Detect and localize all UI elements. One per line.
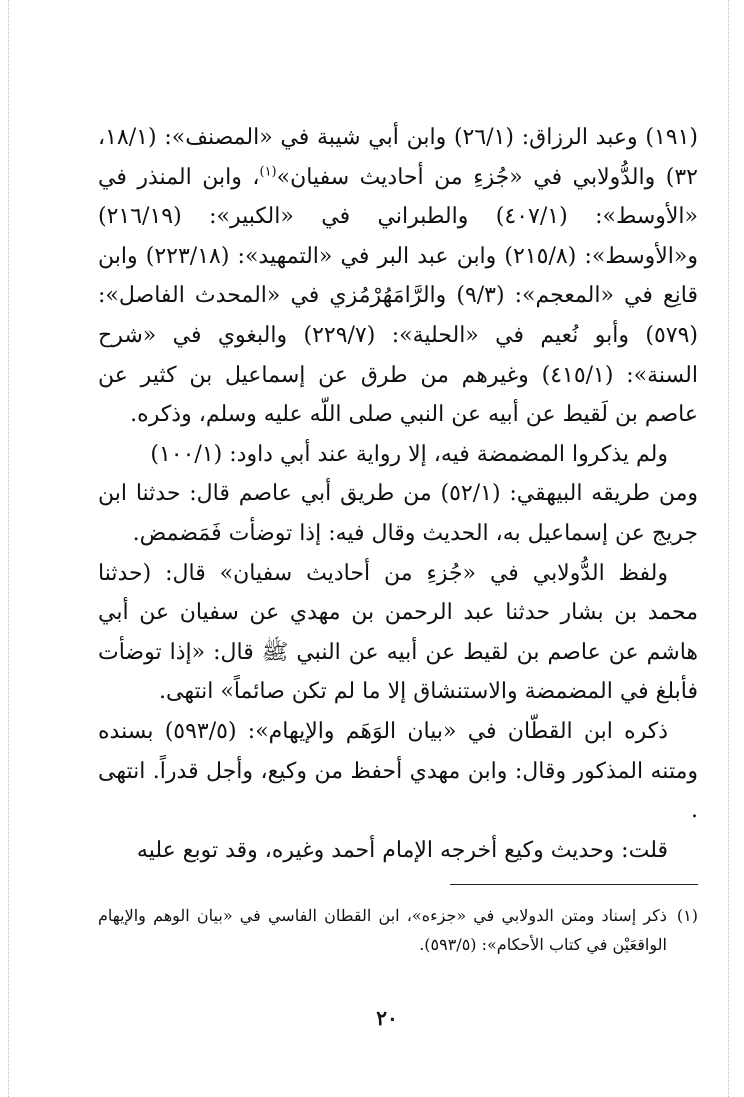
paragraph-4: ولفظ الدُّولابي في «جُزءِ من أحاديث سفيان» قال: (حدثنا محمد بن بشار حدثنا عبد الرحمن بن مهدي عن سفيان عن أبي هاشم عن عاصم بن لقيط عن أبيه عن النبي ﷺ قال: «إذا توضأت فأبلغ في المضمضة والاستنشاق إلا ما لم تكن صائماً» انتهى. (98, 560, 698, 705)
paragraph-2: ولم يذكروا المضمضة فيه، إلا رواية عند أبي داود: (١٠٠/١) (150, 441, 668, 467)
scan-edge-left (8, 0, 9, 1097)
footnote-divider (450, 884, 698, 885)
footnote-reference: (١) (259, 164, 277, 180)
footnote-text: ذكر إسناد ومتن الدولابي في «جزءه»، ابن القطان الفاسي في «بيان الوهم والإيهام الواقعَيْن في كتاب الأحكام»: (٥٩٣/٥). (98, 906, 667, 955)
page-number: ٢٠ (376, 1006, 398, 1030)
paragraph-5: ذكره ابن القطّان في «بيان الوَهَم والإيهام»: (٥٩٣/٥) بسنده ومتنه المذكور وقال: وابن مهدي أحفظ من وكيع، وأجل قدراً. انتهى . (98, 718, 698, 824)
page-content (98, 118, 698, 959)
scan-edge-right (728, 0, 729, 1097)
footnote-number: (١) (676, 906, 698, 926)
paragraph-3: ومن طريقه البيهقي: (٥٢/١) من طريق أبي عاصم قال: حدثنا ابن جريج عن إسماعيل به، الحديث وقال فيه: إذا توضأت فَمَضمض. (98, 481, 699, 546)
paragraph-6: قلت: وحديث وكيع أخرجه الإمام أحمد وغيره، وقد توبع عليه (136, 837, 668, 863)
paragraph-1-continuation: ، وابن المنذر في «الأوسط»: (٤٠٧/١) والطبراني في «الكبير»: (٢١٦/١٩) و«الأوسط»: (٢١٥/٨) وابن عبد البر في «التمهيد»: (٢٢٣/١٨) وابن قانِع في «المعجم»: (٩/٣) والرَّامَهُرْمُزي في «المحدث الفاصل»: (٥٧٩) وأبو نُعيم في «الحلية»: (٢٢٩/٧) والبغوي في «شرح السنة»: (٤١٥/١) وغيرهم من طرق عن إسماعيل بن كثير عن عاصم بن لَقيط عن أبيه عن النبي صلى اللّه عليه وسلم، وذكره. (98, 164, 699, 428)
paragraph-1 (98, 118, 698, 435)
body-text (98, 118, 698, 870)
paragraph-1-text: (١٩١) وعبد الرزاق: (٢٦/١) وابن أبي شيبة في «المصنف»: (١٨/١، ٣٢) والدُّولابي في «جُزءِ من أحاديث سفيان» (98, 125, 698, 190)
footnote (98, 901, 698, 959)
